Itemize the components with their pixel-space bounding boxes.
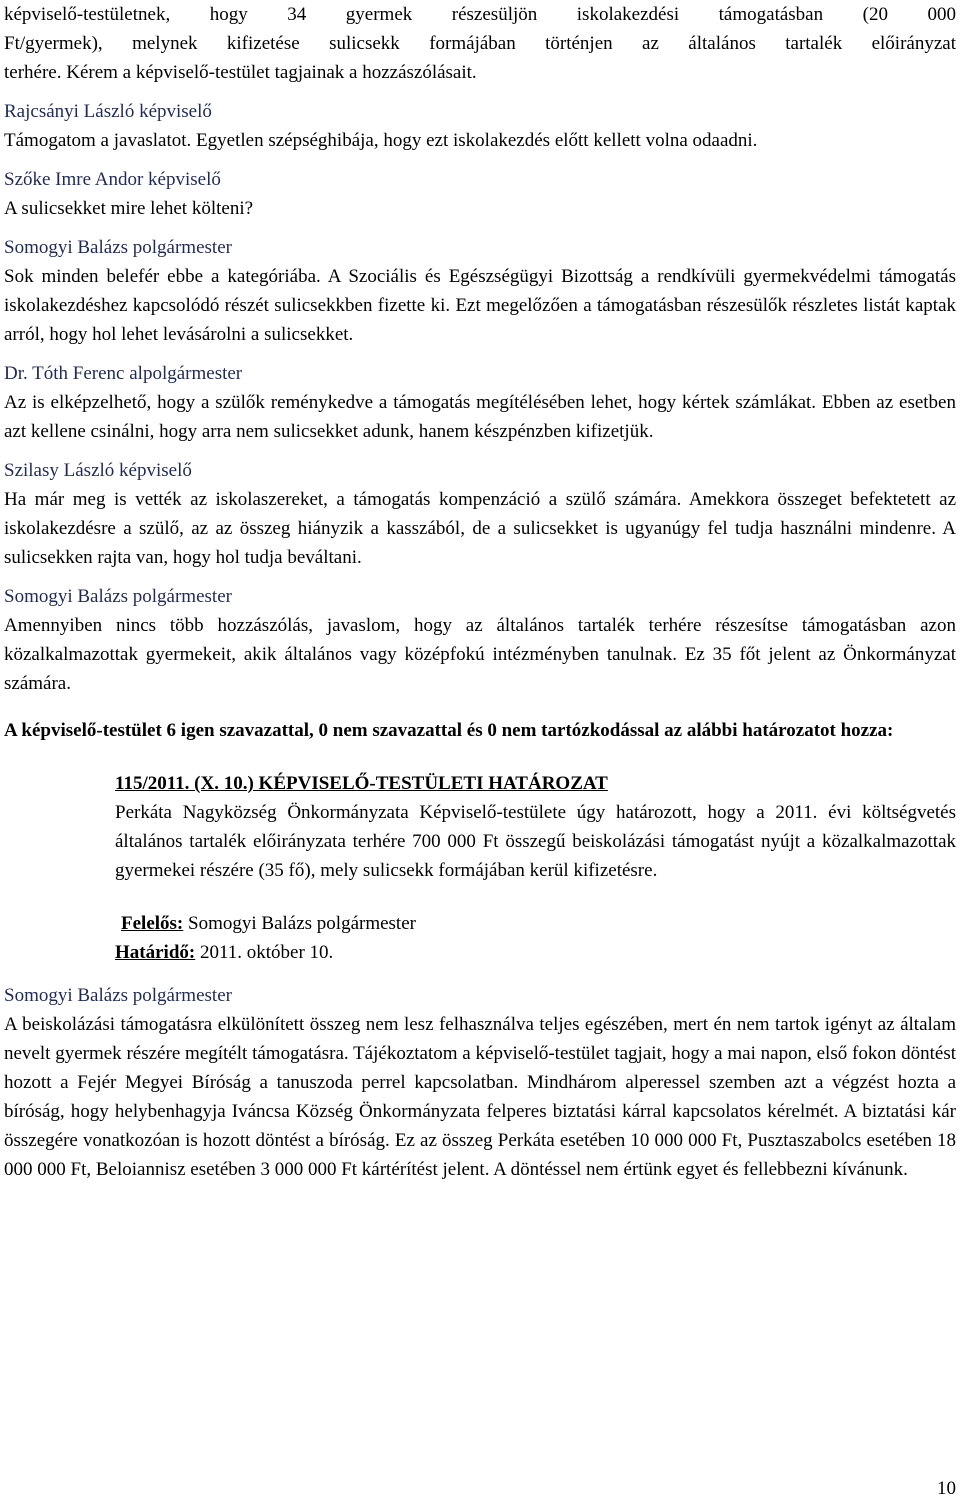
speaker-name: Somogyi Balázs polgármester — [4, 586, 232, 607]
resolution-block — [115, 769, 956, 967]
vote-statement: A képviselő-testület 6 igen szavazattal, 0 nem szavazattal és 0 nem tartózkodással az alábbi határozatot hozza: — [4, 720, 894, 741]
speech-text: Ha már meg is vették az iskolaszereket, a támogatás kompenzáció a szülő számára. Amekkora összeget befektetett az iskolakezdésre a szülő, az az összeg hiányzik a kasszából, de a sulicsekket is ugyanúgy fel tudja használni mindenre. A sulicsekken rajta van, hogy hol tudja beváltani. — [4, 489, 956, 568]
speech-text: A sulicsekket mire lehet költeni? — [4, 198, 254, 219]
deadline-line — [115, 938, 956, 967]
resolution-body: Perkáta Nagyközség Önkormányzata Képviselő-testülete úgy határozott, hogy a 2011. évi költségvetés általános tartalék előirányzata terhére 700 000 Ft összegű beiskolázási támogatást nyújt a közalkalmazottak gyermekei részére (35 fő), mely sulicsekk formájában kerül kifizetésre. — [115, 802, 956, 881]
speaker-name: Somogyi Balázs polgármester — [4, 985, 232, 1006]
speech-text: Amennyiben nincs több hozzászólás, javaslom, hogy az általános tartalék terhére részesítse támogatásban azon közalkalmazottak gyermekeit, akik általános vagy középfokú intézményben tanulnak. Ez 35 főt jelent az Önkormányzat számára. — [4, 615, 956, 694]
entry-somogyi-2 — [4, 582, 956, 698]
page-number: 10 — [937, 1478, 956, 1499]
speaker-name: Somogyi Balázs polgármester — [4, 237, 232, 258]
intro-line-3: terhére. Kérem a képviselő-testület tagjainak a hozzászólásait. — [4, 62, 477, 83]
entry-somogyi-3 — [4, 981, 956, 1184]
entry-rajcsanyi — [4, 97, 956, 155]
speaker-name: Szőke Imre Andor képviselő — [4, 169, 221, 190]
deadline-label: Határidő: — [115, 942, 196, 963]
speaker-name: Szilasy László képviselő — [4, 460, 192, 481]
entry-somogyi-1 — [4, 233, 956, 349]
speech-text: Sok minden belefér ebbe a kategóriába. A Szociális és Egészségügyi Bizottság a rendkívüli gyermekvédelmi támogatás iskolakezdéshez kapcsolódó részét sulicsekkben fizette ki. Ezt megelőzően a támogatásban részesülők részletes listát kaptak arról, hogy hol lehet levásárolni a sulicsekket. — [4, 266, 956, 345]
responsible-value: Somogyi Balázs polgármester — [183, 913, 416, 934]
speech-text: Az is elképzelhető, hogy a szülők reménykedve a támogatás megítélésében lehet, hogy kértek számlákat. Ebben az esetben azt kellene csinálni, hogy arra nem sulicsekket adunk, hanem készpénzben kifizetjük. — [4, 392, 956, 442]
speaker-name: Dr. Tóth Ferenc alpolgármester — [4, 363, 243, 384]
entry-toth — [4, 359, 956, 446]
intro-line-2: Ft/gyermek), melynek kifizetése sulicsekk formájában történjen az általános tartalék előirányzat — [4, 33, 956, 54]
responsible-label: Felelős: — [121, 913, 184, 934]
entry-szilasy — [4, 456, 956, 572]
deadline-value: 2011. október 10. — [195, 942, 334, 963]
responsible-line — [121, 909, 956, 938]
entry-szoke — [4, 165, 956, 223]
document-page — [4, 0, 956, 1184]
speech-text: Támogatom a javaslatot. Egyetlen szépséghibája, hogy ezt iskolakezdés előtt kellett volna odaadni. — [4, 130, 758, 151]
resolution-title: 115/2011. (X. 10.) KÉPVISELŐ-TESTÜLETI HATÁROZAT — [115, 773, 608, 794]
intro-line-1: képviselő-testületnek, hogy 34 gyermek részesüljön iskolakezdési támogatásban (20 000 — [4, 4, 956, 25]
speech-text: A beiskolázási támogatásra elkülönített összeg nem lesz felhasználva teljes egészében, mert én nem tartok igényt az általam nevelt gyermek részére megítélt támogatásra. Tájékoztatom a képviselő-testület tagjait, hogy a mai napon, első fokon döntést hozott a Fejér Megyei Bíróság a tanuszoda perrel kapcsolatban. Mindhárom alperessel szemben azt a végzést hozta a bíróság, hogy helybenhagyja Iváncsa Község Önkormányzata felperes biztatási kárral kapcsolatos kérelmét. A biztatási kár összegére vonatkozóan is hozott döntést a bíróság. Ez az összeg Perkáta esetében 10 000 000 Ft, Pusztaszabolcs esetében 18 000 000 Ft, Beloiannisz esetében 3 000 000 Ft kártérítést jelent. A döntéssel nem értünk egyet és fellebbezni kívánunk. — [4, 1014, 956, 1180]
speaker-name: Rajcsányi László képviselő — [4, 101, 212, 122]
